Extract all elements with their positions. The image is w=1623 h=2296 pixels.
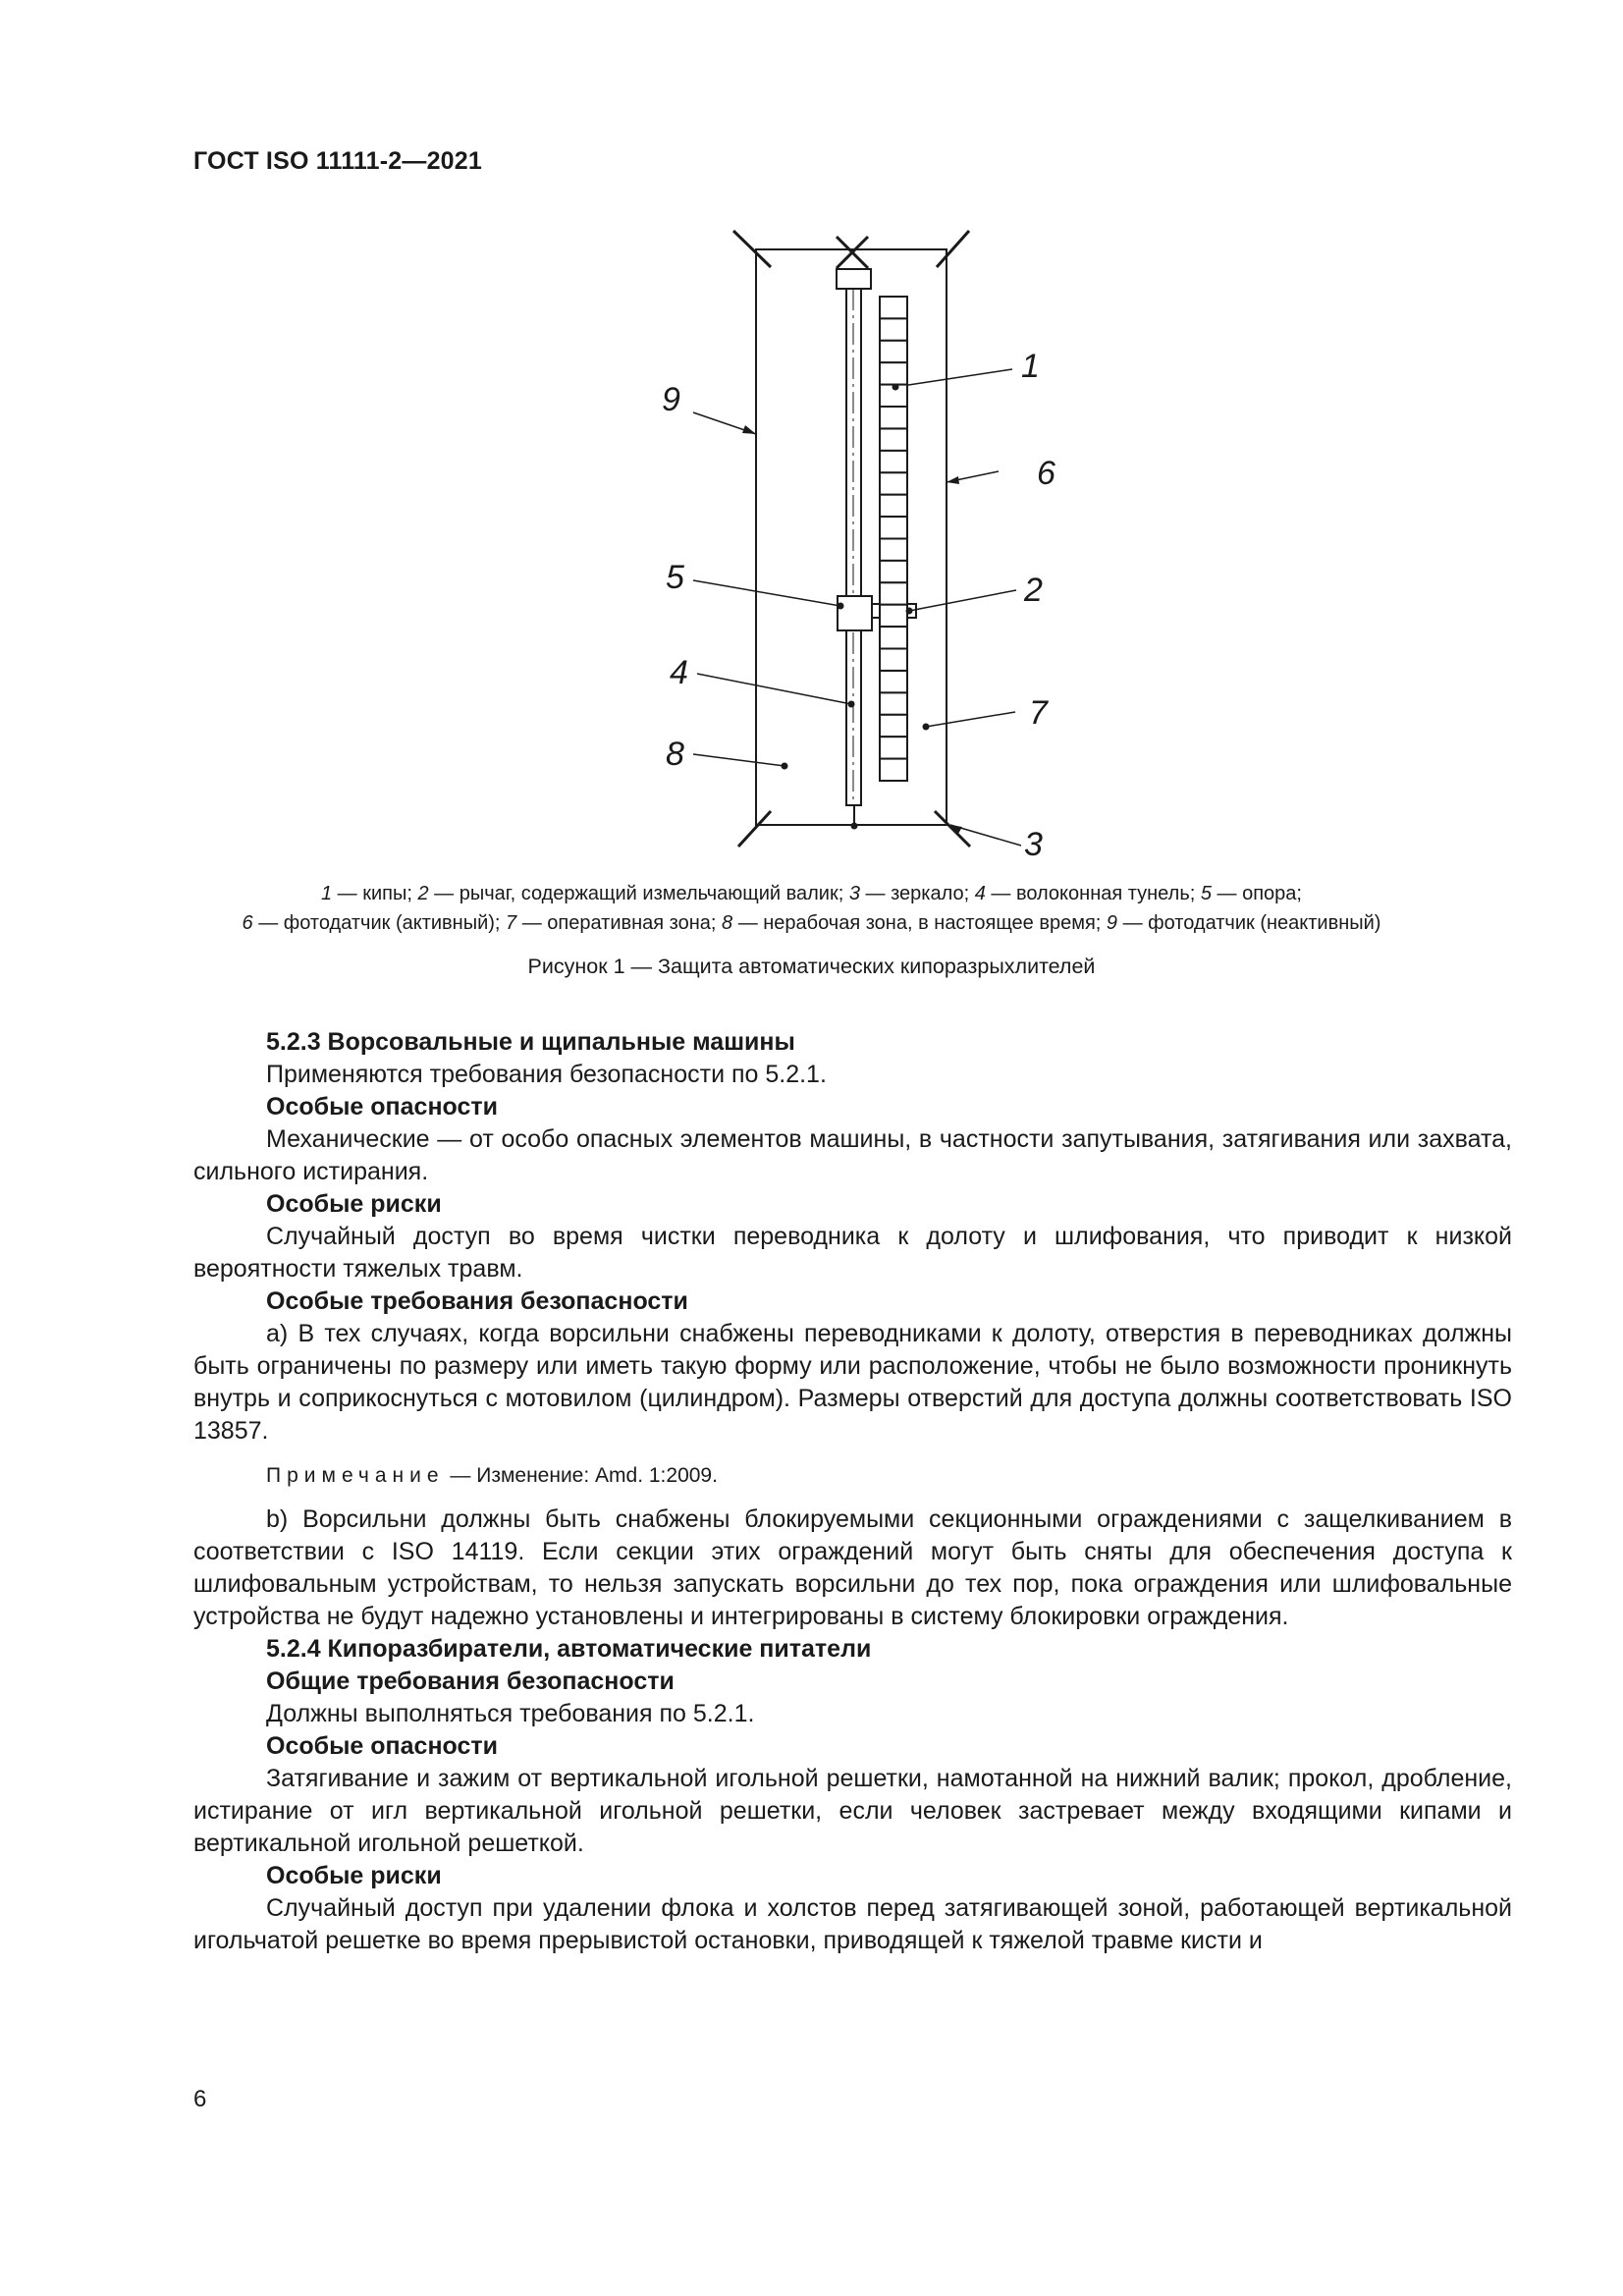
legend-num: 7 bbox=[506, 912, 517, 934]
legend-num: 1 bbox=[321, 883, 333, 904]
bale-segment bbox=[880, 407, 907, 428]
leader-7 bbox=[926, 712, 1015, 727]
note-label: Примечание bbox=[266, 1464, 445, 1487]
dot-7 bbox=[923, 724, 930, 731]
legend-num: 2 bbox=[417, 883, 429, 904]
bale-segment bbox=[880, 671, 907, 692]
note bbox=[193, 1459, 1512, 1492]
bale-segment bbox=[880, 692, 907, 714]
zone-rectangle bbox=[756, 249, 947, 825]
label-9: 9 bbox=[662, 381, 680, 418]
support-block bbox=[838, 596, 872, 630]
section-heading: 5.2.4 Кипоразбиратели, автоматические питатели bbox=[266, 1635, 872, 1663]
bale-segment bbox=[880, 627, 907, 648]
dot-1 bbox=[893, 384, 899, 391]
leader-1 bbox=[895, 369, 1012, 387]
legend-text: — кипы; bbox=[332, 883, 418, 904]
subheading: Особые опасности bbox=[266, 1093, 498, 1121]
rail-top-cap bbox=[837, 269, 871, 289]
bales-column bbox=[880, 297, 907, 781]
legend-text: — фотодатчик (неактивный) bbox=[1117, 912, 1381, 934]
dot-2 bbox=[906, 608, 913, 615]
legend-text: — оперативная зона; bbox=[516, 912, 723, 934]
legend-text: — опора; bbox=[1211, 883, 1302, 904]
paragraph: a) В тех случаях, когда ворсильни снабжены переводниками к долоту, отверстия в переводниках должны быть ограничены по размеру или иметь такую форму или расположение, чтобы не было возможности проникнуть внутрь и соприкоснуться с мотовилом (цилиндром). Размеры отверстий для доступа должны соответствовать ISO 13857. bbox=[193, 1320, 1512, 1445]
bale-segment bbox=[880, 737, 907, 758]
body-text bbox=[193, 1026, 1512, 1957]
label-6: 6 bbox=[1037, 455, 1055, 492]
dot-4 bbox=[848, 701, 855, 708]
bale-segment bbox=[880, 318, 907, 340]
bale-segment bbox=[880, 539, 907, 561]
bale-segment bbox=[880, 715, 907, 737]
section-heading: 5.2.3 Ворсовальные и щипальные машины bbox=[266, 1028, 795, 1056]
paragraph: Механические — от особо опасных элементов машины, в частности запутывания, затягивания или захвата, сильного истирания. bbox=[193, 1125, 1512, 1185]
leader-8 bbox=[693, 754, 784, 766]
legend-text: — фотодатчик (активный); bbox=[252, 912, 507, 934]
bale-segment bbox=[880, 495, 907, 517]
label-5: 5 bbox=[666, 559, 684, 596]
bale-segment bbox=[880, 582, 907, 604]
bale-segment bbox=[880, 759, 907, 781]
document-header: ГОСТ ISO 11111-2—2021 bbox=[193, 147, 482, 175]
legend-num: 6 bbox=[242, 912, 253, 934]
leader-5 bbox=[693, 580, 840, 606]
legend-num: 9 bbox=[1106, 912, 1118, 934]
legend-text: — волоконная тунель; bbox=[985, 883, 1201, 904]
subheading: Особые риски bbox=[266, 1190, 442, 1218]
figure-legend bbox=[147, 879, 1476, 938]
bale-segment bbox=[880, 297, 907, 318]
subheading: Особые опасности bbox=[266, 1732, 498, 1760]
legend-text: — рычаг, содержащий измельчающий валик; bbox=[428, 883, 849, 904]
legend-line-2 bbox=[147, 908, 1476, 938]
paragraph: Применяются требования безопасности по 5.2.1. bbox=[266, 1061, 827, 1088]
arrowhead-9 bbox=[742, 425, 756, 434]
legend-line-1 bbox=[147, 879, 1476, 908]
label-2: 2 bbox=[1024, 572, 1043, 609]
label-8: 8 bbox=[666, 736, 684, 773]
bale-segment bbox=[880, 362, 907, 384]
bale-segment bbox=[880, 649, 907, 671]
legend-num: 4 bbox=[974, 883, 986, 904]
leader-4 bbox=[697, 674, 851, 704]
legend-text: — нерабочая зона, в настоящее время; bbox=[732, 912, 1107, 934]
mirror-mark-bottom-left bbox=[738, 811, 771, 847]
subheading: Общие требования безопасности bbox=[266, 1667, 675, 1695]
paragraph: Случайный доступ при удалении флока и холстов перед затягивающей зоной, работающей вертикальной игольчатой решетке во время прерывистой остановки, приводящей к тяжелой травме кисти и bbox=[193, 1894, 1512, 1954]
arrowhead-6 bbox=[947, 476, 959, 484]
bale-segment bbox=[880, 605, 907, 627]
bale-segment bbox=[880, 451, 907, 472]
bale-segment bbox=[880, 517, 907, 538]
page-number: 6 bbox=[193, 2086, 207, 2112]
figure-1 bbox=[0, 0, 1623, 884]
bale-segment bbox=[880, 561, 907, 582]
dot-5 bbox=[838, 603, 844, 610]
legend-num: 3 bbox=[848, 883, 860, 904]
label-1: 1 bbox=[1021, 348, 1040, 385]
leader-2 bbox=[909, 590, 1016, 611]
label-4: 4 bbox=[670, 654, 688, 691]
legend-text: — зеркало; bbox=[859, 883, 975, 904]
label-7: 7 bbox=[1029, 694, 1048, 732]
dot-3-base bbox=[851, 823, 858, 830]
paragraph: Должны выполняться требования по 5.2.1. bbox=[266, 1700, 755, 1727]
note-text: — Изменение: Amd. 1:2009. bbox=[444, 1464, 718, 1487]
dot-8 bbox=[782, 763, 788, 770]
figure-caption: Рисунок 1 — Защита автоматических кипоразрыхлителей bbox=[527, 955, 1096, 978]
bale-segment bbox=[880, 341, 907, 362]
paragraph: b) Ворсильни должны быть снабжены блокируемыми секционными ограждениями с защелкиванием в соответствии с ISO 14119. Если секции этих ограждений могут быть сняты для обеспечения доступа к шлифовальным устройствам, то нельзя запускать ворсильни до тех пор, пока ограждения или шлифовальные устройства не будут надежно установлены и интегрированы в систему блокировки ограждения. bbox=[193, 1505, 1512, 1630]
subheading: Особые риски bbox=[266, 1862, 442, 1889]
legend-num: 5 bbox=[1200, 883, 1212, 904]
legend-num: 8 bbox=[722, 912, 733, 934]
label-3: 3 bbox=[1024, 826, 1043, 863]
figure-drawing bbox=[0, 0, 1623, 884]
subheading: Особые требования безопасности bbox=[266, 1287, 688, 1315]
bale-segment bbox=[880, 472, 907, 494]
paragraph: Затягивание и зажим от вертикальной игольной решетки, намотанной на нижний валик; прокол, дробление, истирание от игл вертикальной игольной решетки, если человек застревает между входящими кипами и вертикальной игольной решеткой. bbox=[193, 1765, 1512, 1857]
bale-segment bbox=[880, 429, 907, 451]
paragraph: Случайный доступ во время чистки переводника к долоту и шлифования, что приводит к низкой вероятности тяжелых травм. bbox=[193, 1223, 1512, 1283]
